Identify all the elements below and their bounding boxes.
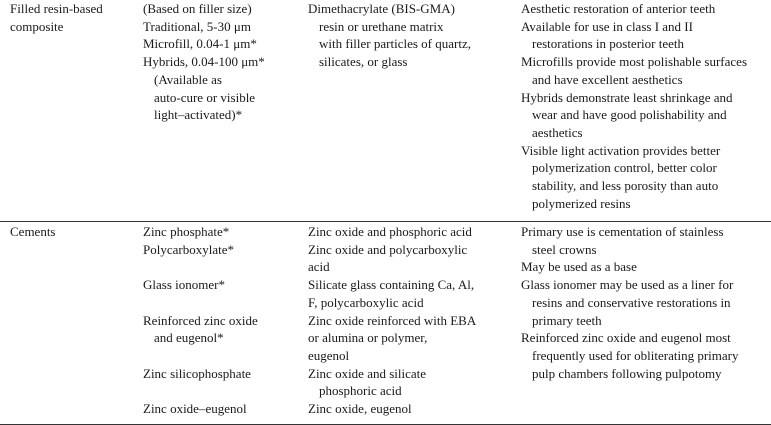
use-entry xyxy=(521,0,766,18)
spacer xyxy=(143,347,303,365)
use-entry xyxy=(521,142,766,213)
composition-line: Silicate glass containing Ca, Al, xyxy=(308,277,475,293)
cements-types-cell xyxy=(143,223,303,418)
composition-line: eugenol xyxy=(308,347,350,363)
use-line: steel crowns xyxy=(532,241,597,257)
use-line: resins and conservative restorations in xyxy=(532,294,731,310)
use-line: and have excellent aesthetics xyxy=(532,71,683,87)
composition-line: Zinc oxide reinforced with EBA xyxy=(308,312,477,328)
composition-line: Zinc oxide and phosphoric acid xyxy=(308,224,472,239)
composition-line: or alumina or polymer, xyxy=(308,330,428,346)
type-line: (Available as xyxy=(154,71,222,87)
type-line: Microfill, 0.04-1 μm* xyxy=(143,36,257,52)
type-line: Glass ionomer* xyxy=(143,277,225,293)
category-line: Cements xyxy=(10,224,56,239)
composition-line: F, polycarboxylic acid xyxy=(308,294,424,310)
use-entry xyxy=(521,89,766,142)
use-line: stability, and less porosity than auto xyxy=(532,178,719,194)
type-line: (Based on filler size) xyxy=(143,1,252,16)
type-line: and eugenol* xyxy=(154,330,224,346)
resin-composition-cell xyxy=(308,0,513,71)
composition-line: with filler particles of quartz, xyxy=(319,36,471,52)
use-line: Glass ionomer may be used as a liner for xyxy=(521,277,734,293)
use-line: Aesthetic restoration of anterior teeth xyxy=(521,1,716,16)
spacer xyxy=(143,294,303,312)
type-line: Hybrids, 0.04-100 μm* xyxy=(143,54,265,70)
type-line: light–activated)* xyxy=(154,107,243,123)
spacer xyxy=(143,258,303,276)
category-line: composite xyxy=(10,18,64,34)
use-entry xyxy=(521,329,766,382)
type-line: auto-cure or visible xyxy=(154,89,256,105)
use-entry xyxy=(521,53,766,88)
use-line: Visible light activation provides better xyxy=(521,142,721,158)
composition-line: silicates, or glass xyxy=(319,54,408,70)
resin-category-cell xyxy=(10,0,134,35)
composition-line: Zinc oxide and silicate xyxy=(308,365,427,381)
use-entry xyxy=(521,18,766,53)
category-line: Filled resin-based xyxy=(10,1,103,16)
type-line: Zinc phosphate* xyxy=(143,224,230,239)
resin-types-cell xyxy=(143,0,303,124)
cements-composition-cell xyxy=(308,223,513,418)
composition-line: Zinc oxide and polycarboxylic xyxy=(308,241,468,257)
composition-line: resin or urethane matrix xyxy=(319,18,444,34)
use-entry xyxy=(521,276,766,329)
composition-line: acid xyxy=(308,259,330,275)
use-entry xyxy=(521,223,766,258)
cements-category-cell xyxy=(10,223,134,241)
type-line: Traditional, 5-30 μm xyxy=(143,18,251,34)
use-line: Primary use is cementation of stainless xyxy=(521,224,724,239)
resin-uses-cell xyxy=(521,0,766,212)
use-entry xyxy=(521,258,766,276)
use-line: Reinforced zinc oxide and eugenol most xyxy=(521,330,731,346)
type-line: Reinforced zinc oxide xyxy=(143,312,258,328)
use-line: pulp chambers following pulpotomy xyxy=(532,365,722,381)
use-line: Available for use in class I and II xyxy=(521,18,693,34)
use-line: primary teeth xyxy=(532,312,602,328)
use-line: restorations in posterior teeth xyxy=(532,36,684,52)
use-line: Hybrids demonstrate least shrinkage and xyxy=(521,89,733,105)
cements-uses-cell xyxy=(521,223,766,382)
type-line: Polycarboxylate* xyxy=(143,241,234,257)
type-line: Zinc silicophosphate xyxy=(143,365,251,381)
composition-line: Dimethacrylate (BIS-GMA) xyxy=(308,1,455,16)
cements-section xyxy=(0,222,771,425)
use-line: Microfills provide most polishable surfaces xyxy=(521,54,748,70)
spacer xyxy=(143,382,303,400)
composition-line: phosphoric acid xyxy=(319,383,402,399)
use-line: polymerized resins xyxy=(532,195,631,211)
use-line: aesthetics xyxy=(532,124,583,140)
use-line: frequently used for obliterating primary xyxy=(532,347,739,363)
composition-line: Zinc oxide, eugenol xyxy=(308,401,412,417)
use-line: May be used as a base xyxy=(521,259,637,275)
type-line: Zinc oxide–eugenol xyxy=(143,401,247,417)
use-line: polymerization control, better color xyxy=(532,160,717,176)
use-line: wear and have good polishability and xyxy=(532,107,727,123)
